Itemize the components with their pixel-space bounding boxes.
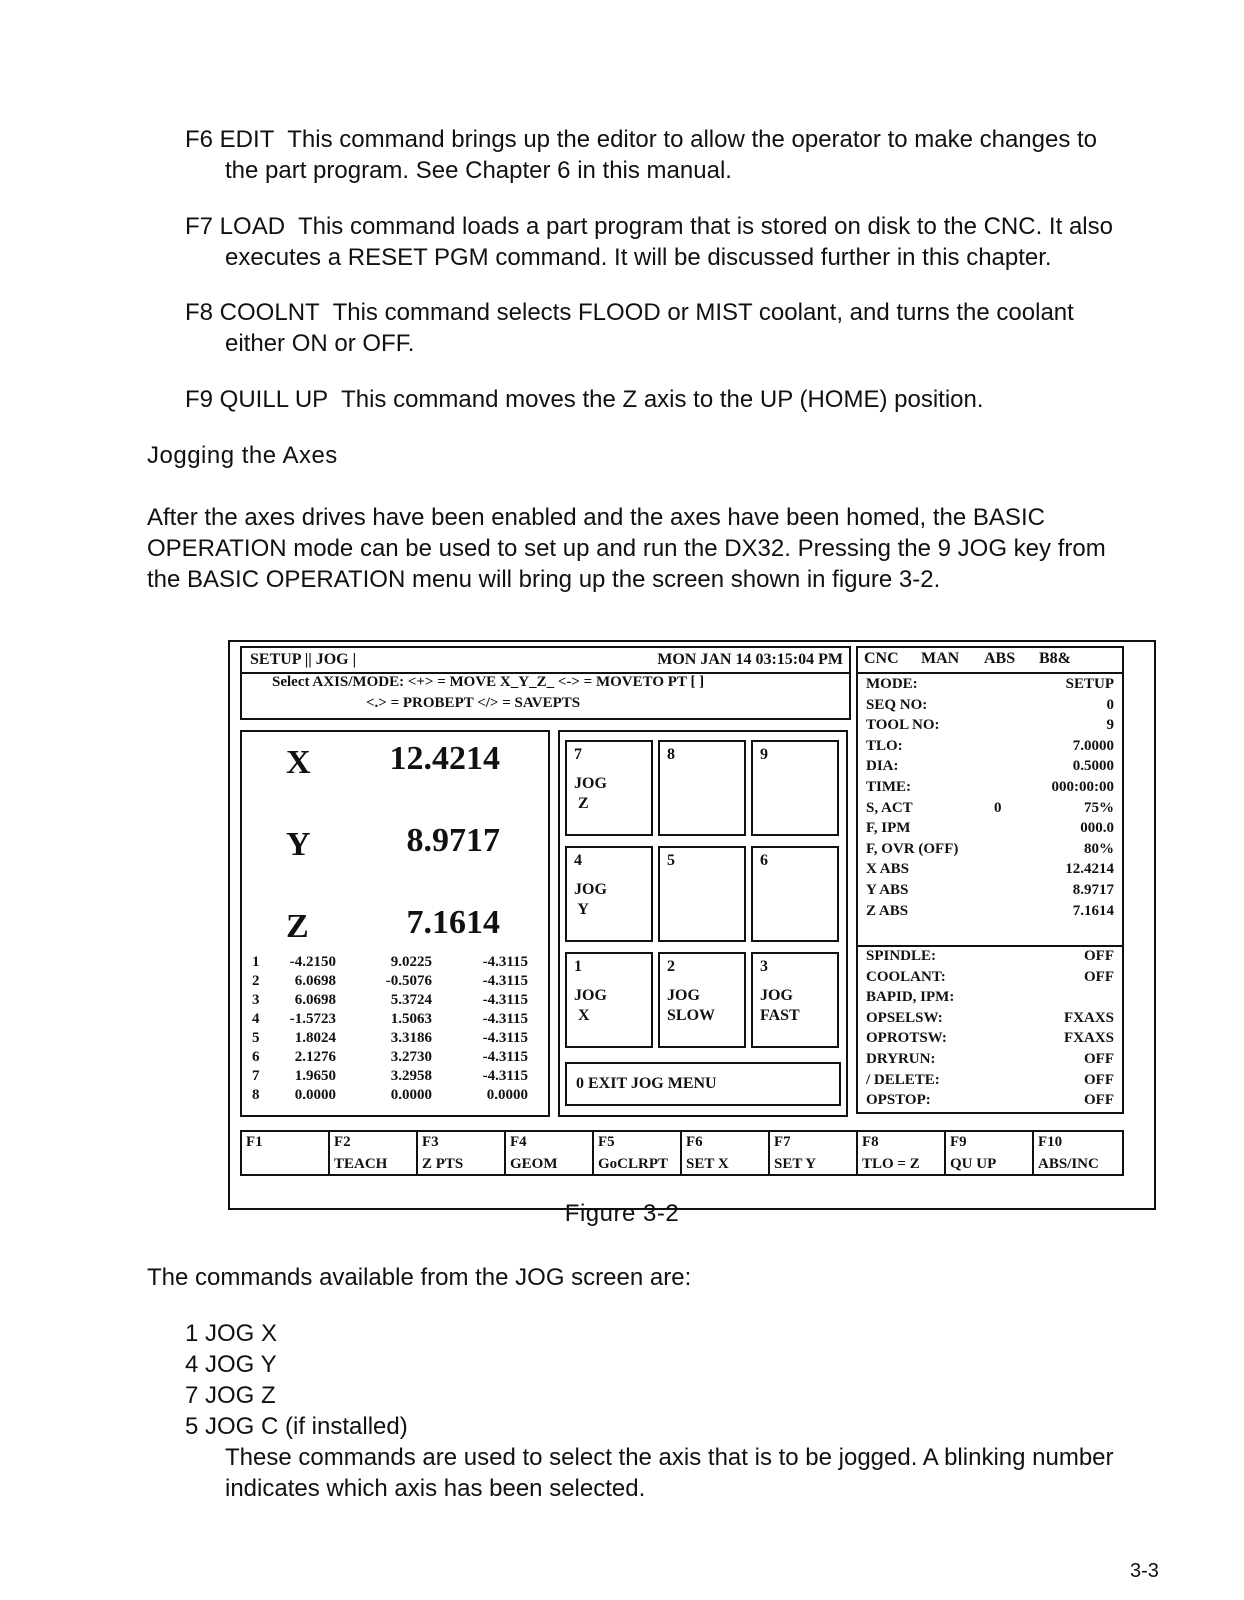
point-z: -4.3115 [482,973,528,989]
point-x: 2.1276 [294,1049,336,1065]
jog-key-label [574,880,607,920]
status-key: Y ABS [866,882,909,898]
status-key: SPINDLE: [866,948,937,964]
status-row [866,1030,1114,1051]
jog-key-8[interactable] [658,740,746,836]
figure-caption: Figure 3-2 [564,1200,680,1227]
jog-key-number: 2 [667,958,675,975]
status-header-code: B8& [1039,650,1071,667]
command-item: 5 JOG C (if installed) [185,1413,408,1440]
jog-key-label-line1: JOG [667,987,700,1004]
point-z: 0.0000 [486,1087,528,1103]
axis-position-panel [240,730,550,1117]
jog-key-number: 1 [574,958,582,975]
axis-x-label: X [286,744,311,781]
jog-key-5[interactable] [658,846,746,942]
point-y: -0.5076 [385,973,432,989]
status-key: OPSTOP: [866,1092,931,1109]
commands-list [185,1318,1114,1504]
jog-key-3[interactable] [751,952,839,1048]
f6-text-line2: the part program. See Chapter 6 in this manual. [225,157,732,184]
jog-key-label-line1: JOG [574,775,607,792]
f8-coolnt-paragraph [185,297,1195,359]
status-value: 75% [1084,799,1114,816]
function-key-label: GoCLRPT [598,1156,669,1172]
point-x: 6.0698 [294,973,336,989]
commands-desc-line2: indicates which axis has been selected. [225,1475,646,1502]
point-y: 1.5063 [390,1011,432,1027]
section-title: Jogging the Axes [147,442,338,469]
status-value: 80% [1084,840,1114,857]
status-row [866,758,1114,779]
function-key-label: Z PTS [422,1156,464,1172]
function-key-label: GEOM [510,1156,558,1172]
status-key: TLO: [866,737,903,754]
point-x: 6.0698 [294,992,336,1008]
jog-key-9[interactable] [751,740,839,836]
jog-key-label-line2: SLOW [667,1007,716,1024]
status-key: DIA: [866,758,899,775]
function-key-id: F8 [862,1134,879,1150]
status-key: F, IPM [866,820,911,837]
point-row [242,1087,548,1106]
function-key-id: F7 [774,1134,791,1150]
function-key-id: F10 [1038,1134,1063,1150]
function-key-label: QU UP [950,1156,997,1172]
axis-z-label: Z [286,908,309,945]
jog-key-label-line2: Z [574,795,589,812]
point-y: 3.2958 [390,1068,432,1084]
status-value: 9 [1106,717,1114,734]
status-row [866,820,1114,841]
status-row [866,1010,1114,1031]
status-key: OPSELSW: [866,1009,943,1026]
point-row [242,954,548,973]
page-number: 3-3 [1130,1560,1159,1582]
status-list-2 [858,948,1122,1113]
point-row [242,1068,548,1087]
jog-key-label [667,986,715,1026]
jog-key-label-line1: JOG [574,881,607,898]
f7-load-paragraph [185,211,1195,273]
jog-key-number: 4 [574,852,582,869]
jog-key-6[interactable] [751,846,839,942]
jog-key-2[interactable] [658,952,746,1048]
status-header-cnc: CNC [864,650,899,667]
status-value: 7.0000 [1072,737,1114,754]
f6-heading: F6 EDIT [185,126,275,153]
status-value: OFF [1084,1051,1114,1067]
jog-keypad-panel [558,730,848,1117]
saved-points-table [242,954,548,1114]
jog-key-label-line2: X [574,1007,590,1024]
status-key: X ABS [866,861,909,878]
function-key-f4[interactable] [506,1132,594,1176]
f9-heading: F9 QUILL UP [185,386,329,413]
prompt-line2: <.> = PROBEPT </> = SAVEPTS [366,695,581,711]
point-index: 7 [252,1068,260,1084]
status-list [858,676,1122,941]
point-row [242,1011,548,1030]
jog-key-1[interactable] [565,952,653,1048]
function-key-f3[interactable] [418,1132,506,1176]
jog-key-label-line2: FAST [760,1007,800,1024]
function-key-id: F4 [510,1134,527,1150]
point-y: 3.2730 [390,1049,432,1065]
jog-key-number: 6 [760,852,768,869]
function-key-id: F6 [686,1134,703,1150]
status-key: OPROTSW: [866,1030,947,1047]
point-index: 3 [252,992,260,1008]
point-row [242,1049,548,1068]
commands-desc-line1: These commands are used to select the axis that is to be jogged. A blinking number [225,1444,1114,1471]
status-key: TOOL NO: [866,717,940,734]
function-key-label: SET Y [774,1156,817,1172]
status-row [866,903,1114,924]
function-key-id: F9 [950,1134,967,1150]
f7-text-line2: executes a RESET PGM command. It will be discussed further in this chapter. [225,244,1052,271]
status-row [866,676,1114,697]
jog-key-label [574,774,607,814]
status-key: TIME: [866,779,911,795]
status-value: SETUP [1065,676,1114,692]
status-key: COOLANT: [866,968,946,985]
function-key-label: TLO = Z [862,1156,920,1172]
status-row [866,841,1114,862]
point-z: -4.3115 [482,1049,528,1065]
function-key-f2[interactable] [330,1132,418,1176]
function-key-f1[interactable] [242,1132,330,1176]
point-x: -1.5723 [289,1011,336,1027]
function-key-id: F3 [422,1134,439,1150]
command-item: 4 JOG Y [185,1351,277,1378]
point-y: 0.0000 [390,1087,432,1103]
status-row [866,882,1114,903]
status-key: S, ACT [866,799,913,816]
exit-jog-menu-label: 0 EXIT JOG MENU [576,1075,717,1092]
point-row [242,973,548,992]
exit-jog-menu-button[interactable] [565,1062,841,1106]
command-item: 1 JOG X [185,1320,278,1347]
status-row [866,948,1114,969]
f7-heading: F7 LOAD [185,213,286,240]
status-row [866,717,1114,738]
status-row [866,1092,1114,1113]
point-row [242,1030,548,1049]
status-header-abs: ABS [984,650,1016,667]
jog-key-number: 3 [760,958,768,975]
jog-key-4[interactable] [565,846,653,942]
jog-key-label-line1: JOG [574,987,607,1004]
point-y: 3.3186 [390,1030,432,1046]
jog-key-number: 5 [667,852,675,869]
datetime: MON JAN 14 03:15:04 PM [657,651,843,668]
function-key-id: F1 [246,1134,263,1150]
status-row [866,1072,1114,1093]
status-row [866,779,1114,800]
point-index: 4 [252,1011,260,1027]
point-index: 5 [252,1030,260,1046]
point-z: -4.3115 [482,992,528,1008]
status-value: OFF [1084,968,1114,985]
jog-key-number: 8 [667,746,675,763]
status-panel [856,646,1124,1114]
status-key: DRYRUN: [866,1051,936,1067]
point-row [242,992,548,1011]
axis-x-value: 12.4214 [389,740,500,777]
status-value: 12.4214 [1065,861,1114,878]
jog-screen-figure [228,640,1156,1210]
jog-key-label [574,986,607,1026]
axis-y-label: Y [286,826,311,863]
point-x: -4.2150 [289,954,336,970]
status-row [866,989,1114,1010]
function-key-f10[interactable] [1034,1132,1122,1176]
status-value: OFF [1084,1092,1114,1109]
jog-key-label [760,986,800,1026]
command-item: 7 JOG Z [185,1382,276,1409]
status-value: OFF [1084,948,1114,964]
f6-text-line1: This command brings up the editor to allow the operator to make changes to [287,126,1098,153]
section-para-line3: the BASIC OPERATION menu will bring up the screen shown in figure 3-2. [147,566,941,593]
jog-key-number: 7 [574,746,582,763]
status-header-man: MAN [921,650,960,667]
f8-heading: F8 COOLNT [185,299,320,326]
function-key-label: ABS/INC [1038,1156,1099,1172]
status-key: SEQ NO: [866,696,928,713]
status-value: OFF [1084,1071,1114,1088]
jog-key-number: 9 [760,746,768,763]
point-index: 6 [252,1049,260,1065]
status-value: 7.1614 [1072,902,1114,919]
f8-text-line1: This command selects FLOOD or MIST coolant, and turns the coolant [332,299,1074,326]
status-key: MODE: [866,676,918,692]
screen-header [240,646,851,720]
axis-z-value: 7.1614 [406,904,500,941]
section-paragraph [147,502,1106,595]
status-row [866,861,1114,882]
point-z: -4.3115 [482,1011,528,1027]
status-row [866,738,1114,759]
status-key: Z ABS [866,902,909,919]
jog-key-label-line2: Y [574,901,589,918]
function-key-f6[interactable] [682,1132,770,1176]
function-key-f7[interactable] [770,1132,858,1176]
f6-edit-paragraph [185,124,1195,186]
section-para-line1: After the axes drives have been enabled and the axes have been homed, the BASIC [147,504,1045,531]
point-z: -4.3115 [482,1068,528,1084]
point-index: 8 [252,1087,260,1103]
status-value: 000.0 [1080,820,1114,837]
function-key-f5[interactable] [594,1132,682,1176]
status-value: 0.5000 [1072,758,1114,775]
status-row [866,800,1114,821]
function-key-f8[interactable] [858,1132,946,1176]
function-key-f9[interactable] [946,1132,1034,1176]
f8-text-line2: either ON or OFF. [225,330,415,357]
status-row [866,697,1114,718]
status-value: FXAXS [1063,1009,1114,1026]
status-row [866,969,1114,990]
status-value: FXAXS [1063,1030,1114,1047]
f9-quill-paragraph [185,384,1195,415]
point-z: -4.3115 [482,1030,528,1046]
prompt-line1: Select AXIS/MODE: <+> = MOVE X_Y_Z_ <-> = MOVETO PT [ ] [272,674,705,690]
status-row [866,1051,1114,1072]
point-y: 9.0225 [390,954,432,970]
point-y: 5.3724 [390,992,432,1008]
status-value: 0 [1106,696,1114,713]
axis-y-value: 8.9717 [406,822,500,859]
point-index: 2 [252,973,260,989]
point-z: -4.3115 [482,954,528,970]
f9-text-line1: This command moves the Z axis to the UP (HOME) position. [341,386,984,413]
function-key-bar [240,1130,1124,1176]
status-value: 8.9717 [1072,882,1114,898]
f7-text-line1: This command loads a part program that is stored on disk to the CNC. It also [297,213,1113,240]
function-key-id: F5 [598,1134,615,1150]
status-key: / DELETE: [866,1071,940,1088]
breadcrumb: SETUP || JOG | [250,651,357,668]
jog-key-label-line1: JOG [760,987,793,1004]
status-key: F, OVR (OFF) [866,840,959,857]
point-x: 1.9650 [294,1068,336,1084]
status-header [858,648,1122,674]
point-x: 1.8024 [294,1030,336,1046]
function-key-id: F2 [334,1134,351,1150]
section-para-line2: OPERATION mode can be used to set up and run the DX32. Pressing the 9 JOG key from [147,535,1106,562]
point-index: 1 [252,954,260,970]
commands-intro: The commands available from the JOG screen are: [147,1264,692,1291]
function-key-label: SET X [686,1156,729,1172]
point-x: 0.0000 [294,1087,336,1103]
status-value: 000:00:00 [1051,779,1114,795]
status-mid-value: 0 [994,799,1002,816]
jog-key-7[interactable] [565,740,653,836]
function-key-label: TEACH [334,1156,388,1172]
status-key: BAPID, IPM: [866,989,955,1006]
